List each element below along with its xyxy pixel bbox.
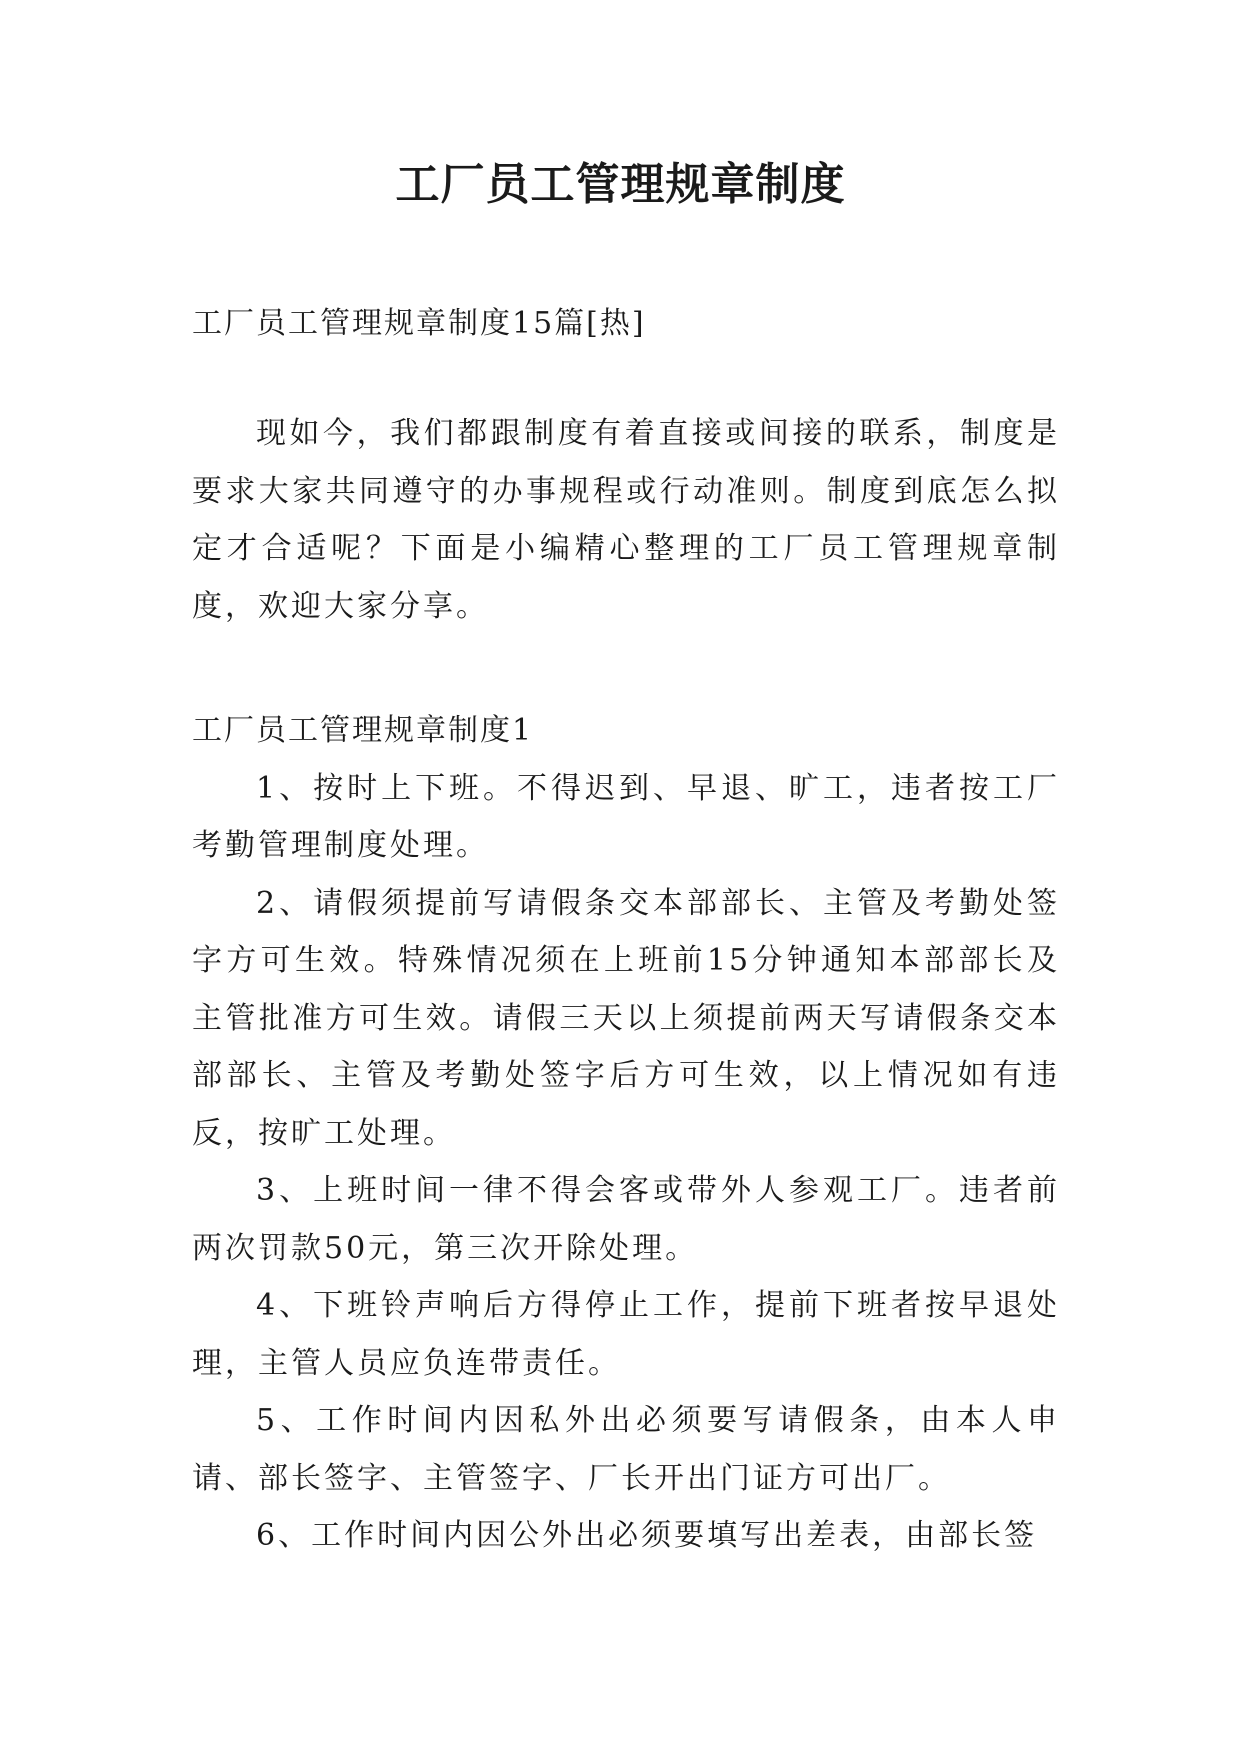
section-title: 工厂员工管理规章制度1 <box>192 713 534 748</box>
rule-item-3: 3、上班时间一律不得会客或带外人参观工厂。违者前两次罚款50元，第三次开除处理。 <box>192 1173 1060 1266</box>
intro-paragraph: 现如今，我们都跟制度有着直接或间接的联系，制度是要求大家共同遵守的办事规程或行动准则。制度到底怎么拟定才合适呢？下面是小编精心整理的工厂员工管理规章制度，欢迎大家分享。 <box>192 416 1060 624</box>
document-subtitle: 工厂员工管理规章制度15篇[热] <box>192 306 646 341</box>
rules-section <box>192 702 1060 1565</box>
intro-section <box>192 405 1060 635</box>
rule-item-4: 4、下班铃声响后方得停止工作，提前下班者按早退处理，主管人员应负连带责任。 <box>192 1288 1060 1381</box>
rule-item-5: 5、工作时间内因私外出必须要写请假条，由本人申请、部长签字、主管签字、厂长开出门证方可出厂。 <box>192 1403 1060 1496</box>
document-title: 工厂员工管理规章制度 <box>395 159 846 210</box>
rule-item-1: 1、按时上下班。不得迟到、早退、旷工，违者按工厂考勤管理制度处理。 <box>192 770 1060 863</box>
rule-item-2: 2、请假须提前写请假条交本部部长、主管及考勤处签字方可生效。特殊情况须在上班前15分钟通知本部部长及主管批准方可生效。请假三天以上须提前两天写请假条交本部部长、主管及考勤处签字后方可生效，以上情况如有违反，按旷工处理。 <box>192 885 1060 1151</box>
rule-item-6: 6、工作时间内因公外出必须要填写出差表，由部长签 <box>256 1518 1038 1553</box>
